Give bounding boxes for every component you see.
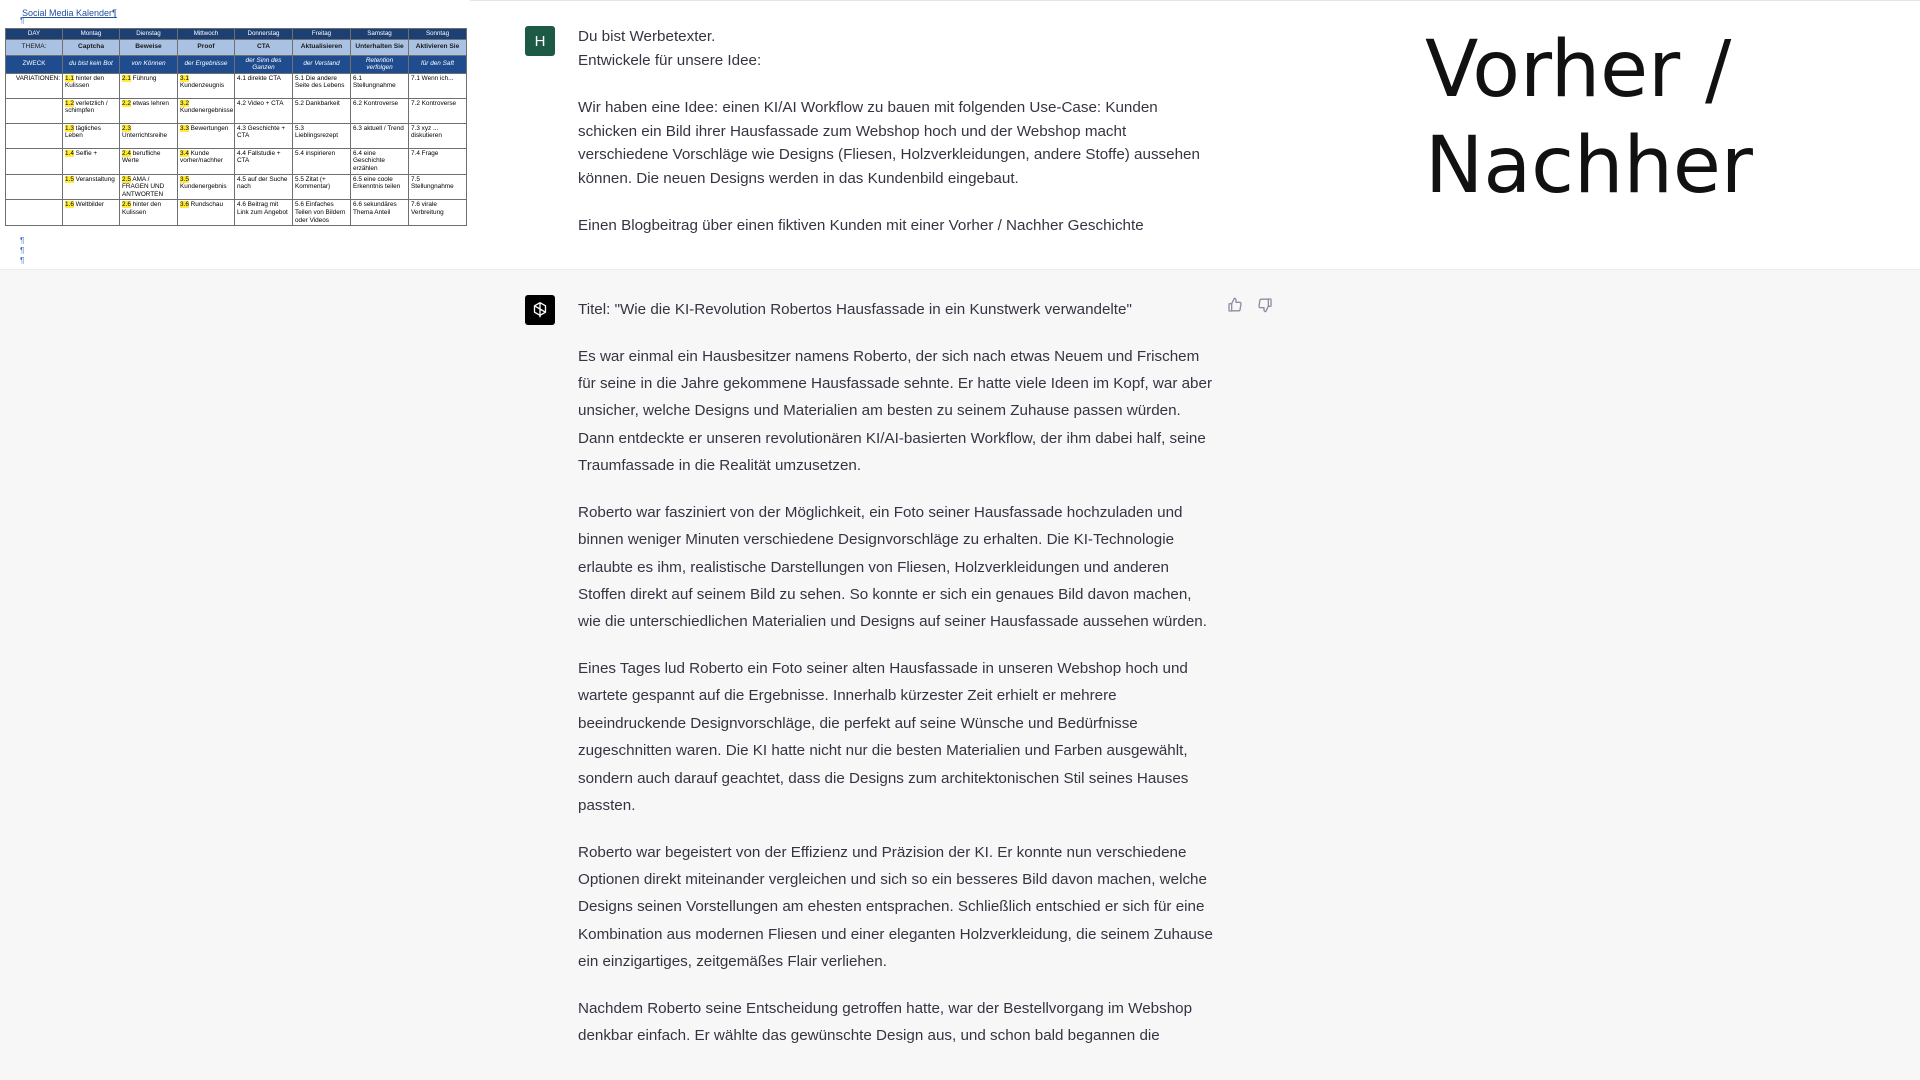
calendar-cell [351, 148, 409, 174]
calendar-theme: Proof [178, 39, 235, 55]
calendar-cell [409, 174, 467, 200]
calendar-variation-label [6, 200, 63, 226]
calendar-cell-text: 7.4 Frage [411, 149, 439, 157]
calendar-cell-text: berufliche Werte [122, 149, 161, 165]
calendar-variation-row [6, 174, 467, 200]
calendar-cell-text: 4.5 auf der Suche nach [237, 175, 288, 191]
calendar-cell [351, 98, 409, 123]
calendar-cell [293, 148, 351, 174]
calendar-cell-text: 4.2 Video + CTA [237, 99, 284, 107]
calendar-cell-text: 5.4 inspirieren [295, 149, 336, 157]
calendar-day-row [6, 29, 467, 40]
calendar-theme: Aktivieren Sie [409, 39, 467, 55]
calendar-cell-text: 5.3 Lieblingsrezept [295, 124, 338, 140]
calendar-cell-number: 3.5 [180, 175, 189, 183]
calendar-cell [293, 123, 351, 148]
calendar-cell [178, 148, 235, 174]
calendar-cell-text: Kundenzeugnis [180, 82, 225, 90]
calendar-cell [235, 174, 293, 200]
calendar-title: Social Media Kalender¶ [22, 8, 117, 18]
calendar-cell-text: Kundenergebnis [180, 183, 227, 191]
calendar-cell-text: Selfie + [73, 149, 98, 157]
assistant-avatar [525, 295, 555, 325]
calendar-cell-number: 1.2 [65, 99, 74, 107]
calendar-cell [351, 123, 409, 148]
calendar-cell-text: 6.4 eine Geschichte erzählen [353, 149, 385, 172]
calendar-cell-number: 3.3 [180, 124, 189, 132]
calendar-cell-text: Bewertungen [188, 124, 229, 132]
calendar-cell-text: Weltbilder [73, 201, 104, 209]
calendar-purpose: für den Saft [409, 55, 467, 73]
calendar-theme-row [6, 39, 467, 55]
calendar-cell-text: 4.6 Beitrag mit Link zum Angebot [237, 201, 288, 216]
calendar-cell [178, 200, 235, 226]
calendar-cell [120, 73, 178, 98]
thumbs-down-icon [1257, 297, 1273, 313]
calendar-cell-text: 5.2 Dankbarkeit [295, 99, 340, 107]
user-line-2: Entwickele für unsere Idee: [578, 51, 762, 69]
calendar-purpose: Retention verfolgen [351, 55, 409, 73]
user-line-3: Wir haben eine Idee: einen KI/AI Workflow zu bauen mit folgenden Use-Case: Kunden schicken ein Bild ihrer Hausfassade zum Webshop hoch und der Webshop macht verschiedene Vorschläge wie Designs (Fliesen, Holzverkleidungen, andere Stoffe) aussehen können. Die neuen Designs werden in das Kundenbild eingebaut. [578, 98, 1200, 188]
assistant-title: Titel: "Wie die KI-Revolution Robertos Hausfassade in ein Kunstwerk verwandelte" [578, 301, 1132, 318]
paragraph-mark-icon: ¶ [20, 246, 25, 255]
calendar-cell [63, 73, 120, 98]
paragraph-mark-icon: ¶ [20, 16, 25, 25]
calendar-cell [235, 148, 293, 174]
calendar-variation-row [6, 73, 467, 98]
calendar-table [5, 28, 467, 226]
calendar-cell [235, 73, 293, 98]
thumbs-up-icon [1227, 297, 1243, 313]
calendar-day: Montag [63, 29, 120, 40]
calendar-theme: Beweise [120, 39, 178, 55]
assistant-paragraph: Eines Tages lud Roberto ein Foto seiner alten Hausfassade in unseren Webshop hoch und wartete gespannt auf die Ergebnisse. Innerhalb kürzester Zeit erhielt er mehrere beeindruckende Designvorschläge, die perfekt auf seine Wünsche und Bedürfnisse zugeschnitten waren. Die KI hatte nicht nur die besten Materialien und Farben ausgewählt, sondern auch darauf geachtet, dass die Designs zum architektonischen Stil seines Hauses passten. [578, 660, 1189, 815]
calendar-cell [293, 73, 351, 98]
calendar-cell-number: 1.5 [65, 175, 74, 183]
calendar-cell [351, 200, 409, 226]
thumbs-down-button[interactable] [1256, 296, 1274, 314]
calendar-cell [63, 174, 120, 200]
calendar-cell-text: etwas lehren [130, 99, 169, 107]
calendar-cell [178, 174, 235, 200]
user-avatar [525, 26, 555, 56]
calendar-cell-text: 6.3 aktuell / Trend [353, 124, 404, 132]
calendar-cell-number: 3.4 [180, 149, 189, 157]
calendar-day: Sonntag [409, 29, 467, 40]
calendar-cell-text: 5.1 Die andere Seite des Lebens [295, 74, 345, 90]
calendar-cell-text: Führung [130, 74, 157, 82]
calendar-cell-text: 6.5 eine coole Erkenntnis teilen [353, 175, 401, 191]
calendar-purpose-row [6, 55, 467, 73]
calendar-purpose-label: ZWECK [6, 55, 63, 73]
calendar-cell-number: 3.1 [180, 74, 189, 82]
calendar-variation-label [6, 123, 63, 148]
calendar-cell-number: 1.1 [65, 74, 74, 82]
social-media-calendar-image [0, 0, 470, 268]
calendar-cell-text: 4.4 Fallstudie + CTA [237, 149, 281, 165]
calendar-cell-text: AMA / FRAGEN UND ANTWORTEN [122, 175, 165, 198]
calendar-day-label: DAY [6, 29, 63, 40]
calendar-cell [178, 98, 235, 123]
calendar-cell [235, 123, 293, 148]
calendar-cell-text: tägliches Leben [65, 124, 101, 140]
calendar-variation-label: VARIATIONEN: [6, 73, 63, 98]
calendar-cell-text: Kundenergebnisse [180, 107, 234, 115]
calendar-cell-number: 1.4 [65, 149, 74, 157]
calendar-cell [120, 148, 178, 174]
calendar-purpose: der Verstand [293, 55, 351, 73]
assistant-paragraph: Nachdem Roberto seine Entscheidung getroffen hatte, war der Bestellvorgang im Webshop denkbar einfach. Er wählte das gewünschte Design aus, und schon bald begannen die [578, 999, 1193, 1045]
calendar-cell-text: 4.1 direkte CTA [237, 74, 281, 82]
calendar-cell-text: 7.5 Stellungnahme [411, 175, 454, 191]
calendar-day: Samstag [351, 29, 409, 40]
calendar-cell-number: 2.6 [122, 201, 131, 209]
calendar-variation-row [6, 123, 467, 148]
calendar-day: Mittwoch [178, 29, 235, 40]
calendar-theme: Aktualisieren [293, 39, 351, 55]
calendar-cell [293, 98, 351, 123]
calendar-cell-text: Rundschau [188, 201, 223, 209]
calendar-cell [409, 98, 467, 123]
calendar-cell [63, 98, 120, 123]
calendar-day: Dienstag [120, 29, 178, 40]
calendar-cell [63, 123, 120, 148]
calendar-cell-text: 7.6 virale Verbreitung [411, 201, 444, 216]
calendar-cell [178, 73, 235, 98]
calendar-variation-row [6, 148, 467, 174]
calendar-purpose: der Sinn des Ganzen [235, 55, 293, 73]
calendar-cell-text: 7.3 xyz ... diskutieren [411, 124, 442, 140]
paragraph-mark-icon: ¶ [20, 256, 25, 265]
assistant-paragraph: Roberto war fasziniert von der Möglichkeit, ein Foto seiner Hausfassade hochzuladen und binnen weniger Minuten verschiedene Designvorschläge zu erhalten. Die KI-Technologie erlaubte es ihm, realistische Darstellungen von Fliesen, Holzverkleidungen und anderen Stoffen direkt auf seinem Bild zu sehen. So konnte er sich ein genaues Bild davon machen, wie die unterschiedlichen Materialien und Designs auf seiner Hausfassade aussehen würden. [578, 503, 1207, 631]
calendar-cell-text: 4.3 Geschichte + CTA [237, 124, 286, 140]
message-feedback [1226, 296, 1274, 314]
user-line-4: Einen Blogbeitrag über einen fiktiven Kunden mit einer Vorher / Nachher Geschichte [578, 217, 1144, 235]
paragraph-mark-icon: ¶ [20, 236, 25, 245]
calendar-cell-text: hinter den Kulissen [122, 201, 162, 216]
calendar-variation-row [6, 98, 467, 123]
calendar-cell-text: Unterrichtsreihe [122, 132, 168, 140]
calendar-cell [293, 174, 351, 200]
calendar-cell [120, 98, 178, 123]
calendar-cell-number: 2.4 [122, 149, 131, 157]
calendar-cell [409, 200, 467, 226]
calendar-cell [409, 148, 467, 174]
calendar-cell-number: 2.5 [122, 175, 131, 183]
calendar-cell-text: 7.2 Kontroverse [411, 99, 457, 107]
calendar-theme: Unterhalten Sie [351, 39, 409, 55]
calendar-theme: CTA [235, 39, 293, 55]
calendar-cell [178, 123, 235, 148]
calendar-cell-number: 3.2 [180, 99, 189, 107]
calendar-cell [351, 174, 409, 200]
calendar-cell-text: 6.1 Stellungnahme [353, 74, 396, 90]
calendar-cell-text: 7.1 Wenn ich... [411, 74, 454, 82]
calendar-purpose: du bist kein Bot [63, 55, 120, 73]
calendar-cell [120, 123, 178, 148]
assistant-paragraph: Roberto war begeistert von der Effizienz und Präzision der KI. Er konnte nun verschiedene Optionen direkt miteinander vergleichen und sich so ein besseres Bild davon machen, welche Designs seinen Vorstellungen am ehesten entsprachen. Schließlich entschied er sich für eine Kombination aus modernen Fliesen und einer eleganten Holzverkleidung, die seinem Zuhause ein einzigartiges, zeitgemäßes Flair verliehen. [578, 843, 1213, 971]
calendar-cell [409, 73, 467, 98]
calendar-cell-text: Veranstaltung [73, 175, 115, 183]
calendar-purpose: der Ergebnisse [178, 55, 235, 73]
user-message-text [578, 25, 1218, 238]
calendar-variation-label [6, 98, 63, 123]
calendar-cell-text: Kunde vorher/nachher [180, 149, 223, 165]
calendar-day: Freitag [293, 29, 351, 40]
calendar-cell-text: verletzlich / schimpfen [65, 99, 108, 115]
calendar-day: Donnerstag [235, 29, 293, 40]
calendar-cell [235, 200, 293, 226]
calendar-theme-label: THEMA: [6, 39, 63, 55]
calendar-variation-label [6, 174, 63, 200]
assistant-paragraph: Es war einmal ein Hausbesitzer namens Roberto, der sich nach etwas Neuem und Frischem für seine in die Jahre gekommene Hausfassade sehnte. Er hatte viele Ideen im Kopf, war aber unsicher, welche Designs und Materialien am besten zu seinem Zuhause passen würden. Dann entdeckte er unseren revolutionären KI/AI-basierten Workflow, der ihm dabei half, seine Traumfassade in die Realität umzusetzen. [578, 347, 1213, 475]
calendar-theme: Captcha [63, 39, 120, 55]
assistant-message-text [578, 296, 1218, 1069]
vorher-nachher-overlay [1425, 22, 1895, 214]
overlay-line-1: Vorher / [1425, 25, 1732, 115]
user-line-1: Du bist Werbetexter. [578, 28, 716, 45]
calendar-cell-number: 1.6 [65, 201, 74, 209]
calendar-cell [235, 98, 293, 123]
calendar-variation-label [6, 148, 63, 174]
calendar-cell-text: 6.6 sekundäres Thema Anteil [353, 201, 397, 216]
calendar-cell [63, 200, 120, 226]
calendar-cell [63, 148, 120, 174]
calendar-cell-number: 2.1 [122, 74, 131, 82]
calendar-cell-text: 6.2 Kontroverse [353, 99, 399, 107]
calendar-cell-number: 1.3 [65, 124, 74, 132]
calendar-cell [409, 123, 467, 148]
calendar-cell-text: hinter den Kulissen [65, 74, 105, 90]
calendar-body [6, 73, 467, 225]
calendar-cell [120, 174, 178, 200]
calendar-cell-number: 2.3 [122, 124, 131, 132]
calendar-cell [351, 73, 409, 98]
calendar-cell [120, 200, 178, 226]
user-avatar-letter: H [534, 32, 546, 50]
openai-logo-icon [530, 300, 550, 320]
calendar-cell-text: 5.5 Zitat (+ Kommentar) [295, 175, 331, 191]
calendar-cell [293, 200, 351, 226]
calendar-cell-number: 3.6 [180, 201, 189, 209]
calendar-cell-text: 5.6 Einfaches Teilen von Bildern oder Videos [295, 201, 346, 224]
thumbs-up-button[interactable] [1226, 296, 1244, 314]
overlay-line-2: Nachher [1425, 121, 1753, 211]
calendar-variation-row [6, 200, 467, 226]
calendar-purpose: von Können [120, 55, 178, 73]
calendar-cell-number: 2.2 [122, 99, 131, 107]
